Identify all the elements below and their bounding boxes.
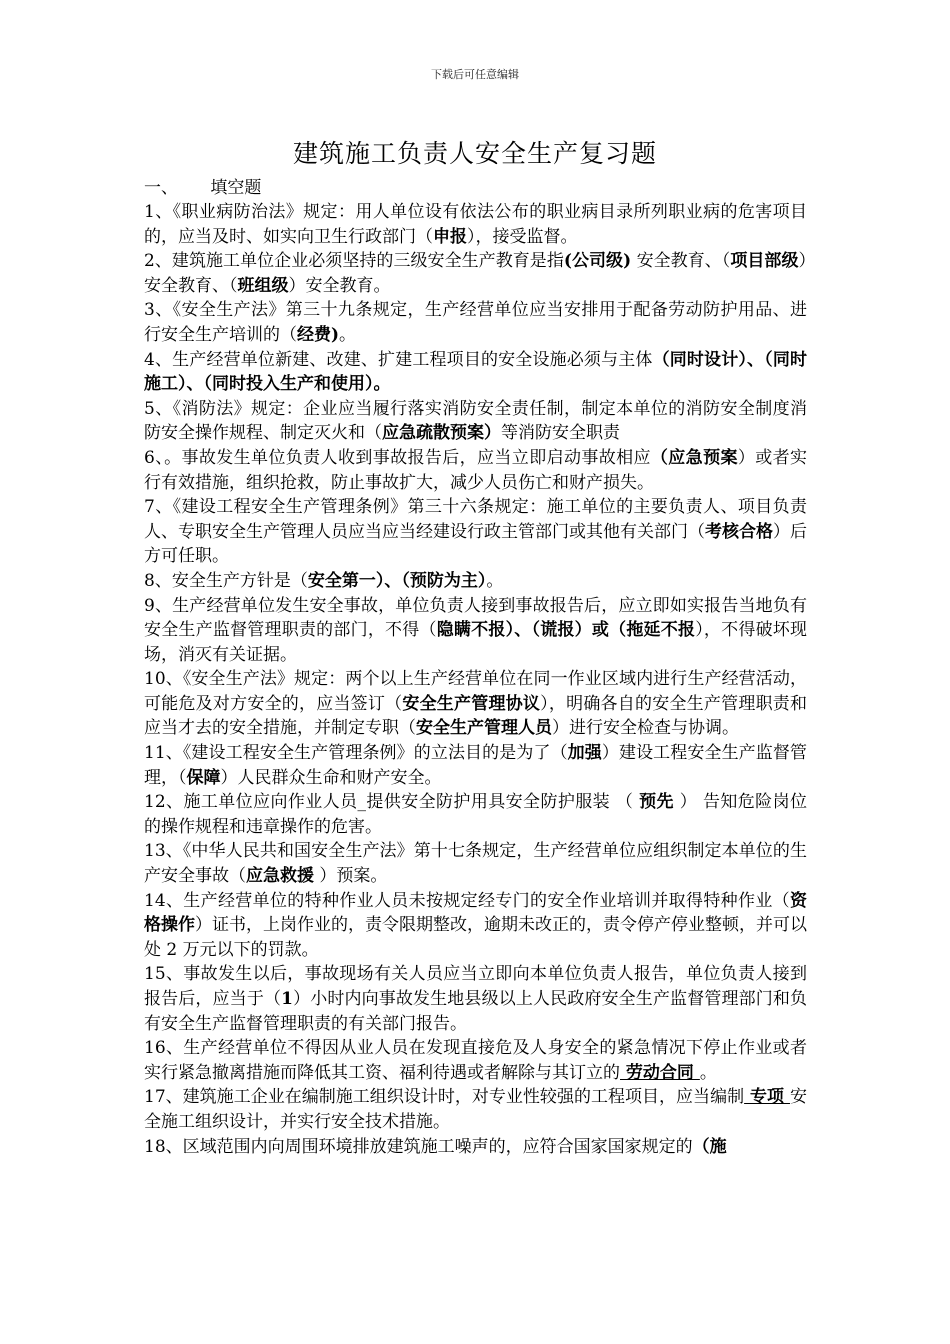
question-text: ） 告知危险岗位的操作规程和违章操作的危害。 bbox=[144, 792, 807, 837]
question-text: 8、安全生产方针是（ bbox=[144, 570, 308, 591]
question-text: 安全施工组织设计，并实行安全技术措施。 bbox=[144, 1087, 807, 1132]
answer-text: （同时设计）、（同时施工）、（同时投入生产和使用）。 bbox=[144, 349, 807, 395]
question-text: 17、建筑施工企业在编制施工组织设计时，对专业性较强的工程项目，应当编制 bbox=[144, 1087, 745, 1108]
question-text: ）预案。 bbox=[314, 866, 388, 887]
answer-text: 项目部级 bbox=[730, 251, 799, 272]
question-item bbox=[144, 839, 807, 888]
question-text: 5、《消防法》规定：企业应当履行落实消防安全责任制，制定本单位的消防安全制度消防安全操作规程、制定灭火和（ bbox=[144, 398, 807, 444]
question-text: 10、《安全生产法》规定：两个以上生产经营单位在同一作业区域内进行生产经营活动，可能危及对方安全的，应当签订（ bbox=[144, 669, 807, 714]
question-item bbox=[144, 1036, 807, 1085]
question-text: 。 bbox=[699, 1062, 717, 1083]
question-text: 15、事故发生以后，事故现场有关人员应当立即向本单位负责人报告，单位负责人接到报告后，应当于（ bbox=[144, 964, 807, 1009]
question-text: 9、生产经营单位发生安全事故，单位负责人接到事故报告后，应立即如实报告当地负有安全生产监督管理职责的部门，不得（ bbox=[144, 595, 807, 641]
question-text: 6、。事故发生单位负责人收到事故报告后，应当立即启动事故相应 bbox=[144, 447, 651, 468]
question-text: ）建设工程安全生产监督管理，（ bbox=[144, 743, 807, 788]
question-text: ）或者实行有效措施，组织抢救，防止事故扩大，减少人员伤亡和财产损失。 bbox=[144, 447, 808, 493]
answer-text: 预先 bbox=[639, 792, 674, 813]
question-text: 11、《建设工程安全生产管理条例》的立法目的是为了（ bbox=[144, 743, 568, 764]
question-text: 。 bbox=[486, 570, 504, 591]
question-item bbox=[144, 249, 807, 298]
question-item bbox=[144, 446, 807, 495]
answer-text: 应急疏散预案） bbox=[382, 423, 501, 444]
question-text: ），接受监督。 bbox=[467, 226, 578, 247]
question-text: 12、施工单位应向作业人员_提供安全防护用具安全防护服装 （ bbox=[144, 792, 640, 813]
answer-text: 申报 bbox=[433, 226, 467, 247]
answer-text: 安全生产管理人员 bbox=[416, 718, 552, 739]
question-text: ）人民群众生命和财产安全。 bbox=[220, 767, 442, 788]
question-text: 4、生产经营单位新建、改建、扩建工程项目的安全设施必须与主体 bbox=[144, 349, 653, 370]
answer-text: 1 bbox=[281, 989, 293, 1009]
question-item bbox=[144, 397, 807, 446]
answer-text: 安全第一）、（预防为主） bbox=[307, 570, 487, 591]
answer-text: (公司级) bbox=[563, 251, 632, 272]
question-text: ）安全教育、（ bbox=[144, 251, 808, 296]
question-item bbox=[144, 741, 807, 790]
question-item bbox=[144, 569, 807, 594]
question-item bbox=[144, 298, 807, 347]
answer-text-underlined: 专项 bbox=[744, 1087, 790, 1108]
question-text: ）安全教育。 bbox=[288, 275, 391, 296]
question-text: 7、《建设工程安全生产管理条例》第三十六条规定：施工单位的主要负责人、项目负责人、专职安全生产管理人员应当应当经建设行政主管部门或其他有关部门（ bbox=[144, 497, 807, 542]
question-text: ）后方可任职。 bbox=[144, 521, 807, 567]
question-text: 18、区域范围内向周围环境排放建筑施工噪声的，应符合国家国家规定的 bbox=[144, 1136, 693, 1157]
question-text: 安全教育、（ bbox=[631, 251, 731, 272]
answer-text: 安全生产管理协议 bbox=[402, 693, 541, 714]
header-note: 下载后可任意编辑 bbox=[431, 68, 519, 81]
answer-text: 保障 bbox=[186, 767, 221, 788]
question-list bbox=[144, 200, 807, 1159]
question-item bbox=[144, 962, 807, 1036]
document-body bbox=[144, 176, 807, 1159]
question-text: ）进行安全检查与协调。 bbox=[552, 718, 739, 739]
question-text: ），不得破坏现场，消灭有关证据。 bbox=[144, 620, 808, 665]
answer-text: 经费) bbox=[297, 324, 340, 345]
answer-text: 加强 bbox=[567, 743, 602, 764]
question-text: 。 bbox=[339, 324, 357, 345]
section-heading: 一、 填空题 bbox=[144, 178, 262, 198]
answer-text: 应急救援 bbox=[246, 866, 314, 887]
question-text: ）小时内向事故发生地县级以上人民政府安全生产监督管理部门和负有安全生产监督管理职责的有关部门报告。 bbox=[144, 989, 808, 1034]
question-item bbox=[144, 594, 807, 668]
answer-text: 隐瞒不报）、（谎报）或（拖延不报 bbox=[436, 620, 696, 641]
question-text: 等消防安全职责 bbox=[501, 423, 620, 444]
question-item bbox=[144, 1135, 807, 1160]
question-text: ），明确各自的安全生产管理职责和应当才去的安全措施，并制定专职（ bbox=[144, 693, 808, 739]
page-title: 建筑施工负责人安全生产复习题 bbox=[292, 139, 657, 168]
question-item bbox=[144, 790, 807, 839]
question-item bbox=[144, 348, 807, 397]
question-text: ）证书，上岗作业的，责令限期整改，逾期未改正的，责令停产停业整顿，并可以处 2 万元以下的罚款。 bbox=[144, 915, 807, 960]
question-text: 2、建筑施工单位企业必须坚持的三级安全生产教育是指 bbox=[144, 251, 564, 272]
question-item bbox=[144, 667, 807, 741]
answer-text: 班组级 bbox=[237, 275, 289, 296]
question-text: 16、生产经营单位不得因从业人员在发现直接危及人身安全的紧急情况下停止作业或者实行紧急撤离措施而降低其工资、福利待遇或者解除与其订立的 bbox=[144, 1038, 807, 1083]
question-item bbox=[144, 495, 807, 569]
question-text: 13、《中华人民共和国安全生产法》第十七条规定，生产经营单位应组织制定本单位的生产安全事故（ bbox=[144, 841, 807, 887]
answer-text-underlined: 劳动合同 bbox=[620, 1062, 700, 1083]
question-text: 1、《职业病防治法》规定：用人单位设有依法公布的职业病目录所列职业病的危害项目的，应当及时、如实向卫生行政部门（ bbox=[144, 202, 807, 247]
question-text: 14、生产经营单位的特种作业人员未按规定经专门的安全作业培训并取得特种作业（ bbox=[144, 890, 790, 911]
answer-text: 资格操作 bbox=[144, 890, 807, 936]
question-item bbox=[144, 1085, 807, 1134]
question-item bbox=[144, 200, 807, 249]
answer-text: （应急预案 bbox=[650, 447, 738, 468]
answer-text: 考核合格 bbox=[705, 521, 773, 542]
question-text: 3、《安全生产法》第三十九条规定，生产经营单位应当安排用于配备劳动防护用品、进行安全生产培训的（ bbox=[144, 300, 807, 345]
answer-text: （施 bbox=[692, 1136, 727, 1157]
question-item bbox=[144, 889, 807, 963]
